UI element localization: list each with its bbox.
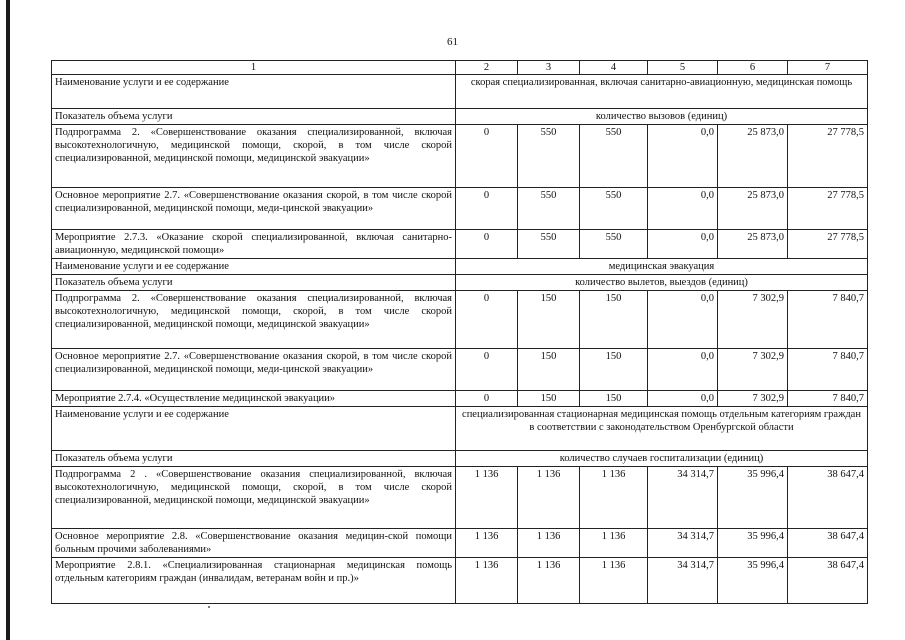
page-number: 61 bbox=[447, 36, 458, 48]
value-cell: 7 302,9 bbox=[718, 291, 788, 349]
value-cell: 550 bbox=[518, 230, 580, 259]
activity-name: Основное мероприятие 2.7. «Совершенствование оказания скорой, в том числе скорой специализированной, медицинской помощи, меди-цинской эвакуации» bbox=[52, 188, 456, 230]
value-cell: 0 bbox=[456, 188, 518, 230]
value-cell: 1 136 bbox=[456, 558, 518, 604]
table-row bbox=[52, 529, 868, 558]
value-cell: 0 bbox=[456, 391, 518, 407]
value-cell: 0,0 bbox=[648, 391, 718, 407]
value-cell: 38 647,4 bbox=[788, 529, 868, 558]
value-cell: 0 bbox=[456, 125, 518, 188]
value-cell: 7 302,9 bbox=[718, 391, 788, 407]
page-binding-edge bbox=[6, 0, 10, 640]
value-cell: 25 873,0 bbox=[718, 188, 788, 230]
value-cell: 1 136 bbox=[580, 529, 648, 558]
value-cell: 0 bbox=[456, 230, 518, 259]
value-cell: 7 302,9 bbox=[718, 349, 788, 391]
table-row bbox=[52, 391, 868, 407]
indicator-label: Показатель объема услуги bbox=[52, 109, 456, 125]
value-cell: 150 bbox=[518, 391, 580, 407]
value-cell: 34 314,7 bbox=[648, 558, 718, 604]
value-cell: 0,0 bbox=[648, 291, 718, 349]
indicator-label: Показатель объема услуги bbox=[52, 451, 456, 467]
value-cell: 0,0 bbox=[648, 230, 718, 259]
value-cell: 150 bbox=[580, 291, 648, 349]
value-cell: 1 136 bbox=[518, 467, 580, 529]
column-header: 2 bbox=[456, 61, 518, 75]
indicator-value: количество вылетов, выездов (единиц) bbox=[456, 275, 868, 291]
service-row bbox=[52, 259, 868, 275]
value-cell: 35 996,4 bbox=[718, 558, 788, 604]
service-label: Наименование услуги и ее содержание bbox=[52, 259, 456, 275]
service-value: специализированная стационарная медицинская помощь отдельным категориям граждан в соответствии с законодательством Оренбургской области bbox=[456, 407, 868, 451]
value-cell: 34 314,7 bbox=[648, 467, 718, 529]
service-row bbox=[52, 407, 868, 451]
value-cell: 0,0 bbox=[648, 349, 718, 391]
activity-name: Основное мероприятие 2.8. «Совершенствование оказания медицин-ской помощи больным прочими заболеваниями» bbox=[52, 529, 456, 558]
value-cell: 7 840,7 bbox=[788, 349, 868, 391]
value-cell: 38 647,4 bbox=[788, 467, 868, 529]
value-cell: 150 bbox=[580, 391, 648, 407]
value-cell: 1 136 bbox=[456, 467, 518, 529]
value-cell: 38 647,4 bbox=[788, 558, 868, 604]
value-cell: 550 bbox=[580, 125, 648, 188]
table-row bbox=[52, 188, 868, 230]
table-row bbox=[52, 467, 868, 529]
indicator-label: Показатель объема услуги bbox=[52, 275, 456, 291]
value-cell: 150 bbox=[580, 349, 648, 391]
value-cell: 0 bbox=[456, 349, 518, 391]
value-cell: 0,0 bbox=[648, 188, 718, 230]
table-row bbox=[52, 125, 868, 188]
value-cell: 25 873,0 bbox=[718, 125, 788, 188]
indicator-value: количество вызовов (единиц) bbox=[456, 109, 868, 125]
value-cell: 150 bbox=[518, 291, 580, 349]
indicator-row bbox=[52, 109, 868, 125]
table-row bbox=[52, 230, 868, 259]
column-number-row bbox=[52, 61, 868, 75]
value-cell: 550 bbox=[518, 125, 580, 188]
service-row bbox=[52, 75, 868, 109]
table-row bbox=[52, 291, 868, 349]
service-label: Наименование услуги и ее содержание bbox=[52, 75, 456, 109]
activity-name: Подпрограмма 2 . «Совершенствование оказания специализированной, включая высокотехнологичную, медицинской помощи, скорой, в том числе скорой специализированной, медицинской помощи, медицинской эвакуации» bbox=[52, 467, 456, 529]
value-cell: 27 778,5 bbox=[788, 188, 868, 230]
value-cell: 35 996,4 bbox=[718, 529, 788, 558]
column-header: 7 bbox=[788, 61, 868, 75]
activity-name: Подпрограмма 2. «Совершенствование оказания специализированной, включая высокотехнологичную, медицинской помощи, скорой, в том числе скорой специализированной, медицинской помощи, медицинской эвакуации» bbox=[52, 291, 456, 349]
indicator-value: количество случаев госпитализации (единиц) bbox=[456, 451, 868, 467]
service-value: скорая специализированная, включая санитарно-авиационную, медицинская помощь bbox=[456, 75, 868, 109]
activity-name: Мероприятие 2.7.4. «Осуществление медицинской эвакуации» bbox=[52, 391, 456, 407]
column-header: 6 bbox=[718, 61, 788, 75]
value-cell: 27 778,5 bbox=[788, 230, 868, 259]
value-cell: 35 996,4 bbox=[718, 467, 788, 529]
value-cell: 27 778,5 bbox=[788, 125, 868, 188]
value-cell: 550 bbox=[580, 230, 648, 259]
activity-name: Основное мероприятие 2.7. «Совершенствование оказания скорой, в том числе скорой специализированной, медицинской помощи, меди-цинской эвакуации» bbox=[52, 349, 456, 391]
indicator-row bbox=[52, 275, 868, 291]
value-cell: 25 873,0 bbox=[718, 230, 788, 259]
table-row bbox=[52, 349, 868, 391]
column-header: 3 bbox=[518, 61, 580, 75]
column-header: 5 bbox=[648, 61, 718, 75]
value-cell: 0,0 bbox=[648, 125, 718, 188]
activity-name: Подпрограмма 2. «Совершенствование оказания специализированной, включая высокотехнологичную, медицинской помощи, скорой, в том числе скорой специализированной, медицинской помощи, медицинской эвакуации» bbox=[52, 125, 456, 188]
value-cell: 1 136 bbox=[456, 529, 518, 558]
value-cell: 7 840,7 bbox=[788, 391, 868, 407]
program-table bbox=[51, 60, 868, 604]
value-cell: 1 136 bbox=[580, 558, 648, 604]
column-header: 4 bbox=[580, 61, 648, 75]
scan-speck bbox=[208, 606, 210, 608]
table-row bbox=[52, 558, 868, 604]
value-cell: 0 bbox=[456, 291, 518, 349]
value-cell: 7 840,7 bbox=[788, 291, 868, 349]
indicator-row bbox=[52, 451, 868, 467]
value-cell: 550 bbox=[518, 188, 580, 230]
value-cell: 1 136 bbox=[580, 467, 648, 529]
activity-name: Мероприятие 2.7.3. «Оказание скорой специализированной, включая санитарно-авиационную, медицинской помощи» bbox=[52, 230, 456, 259]
activity-name: Мероприятие 2.8.1. «Специализированная стационарная медицинская помощь отдельным категориям граждан (инвалидам, ветеранам войн и пр.)» bbox=[52, 558, 456, 604]
service-value: медицинская эвакуация bbox=[456, 259, 868, 275]
column-header: 1 bbox=[52, 61, 456, 75]
value-cell: 34 314,7 bbox=[648, 529, 718, 558]
service-label: Наименование услуги и ее содержание bbox=[52, 407, 456, 451]
value-cell: 1 136 bbox=[518, 558, 580, 604]
value-cell: 1 136 bbox=[518, 529, 580, 558]
value-cell: 150 bbox=[518, 349, 580, 391]
value-cell: 550 bbox=[580, 188, 648, 230]
